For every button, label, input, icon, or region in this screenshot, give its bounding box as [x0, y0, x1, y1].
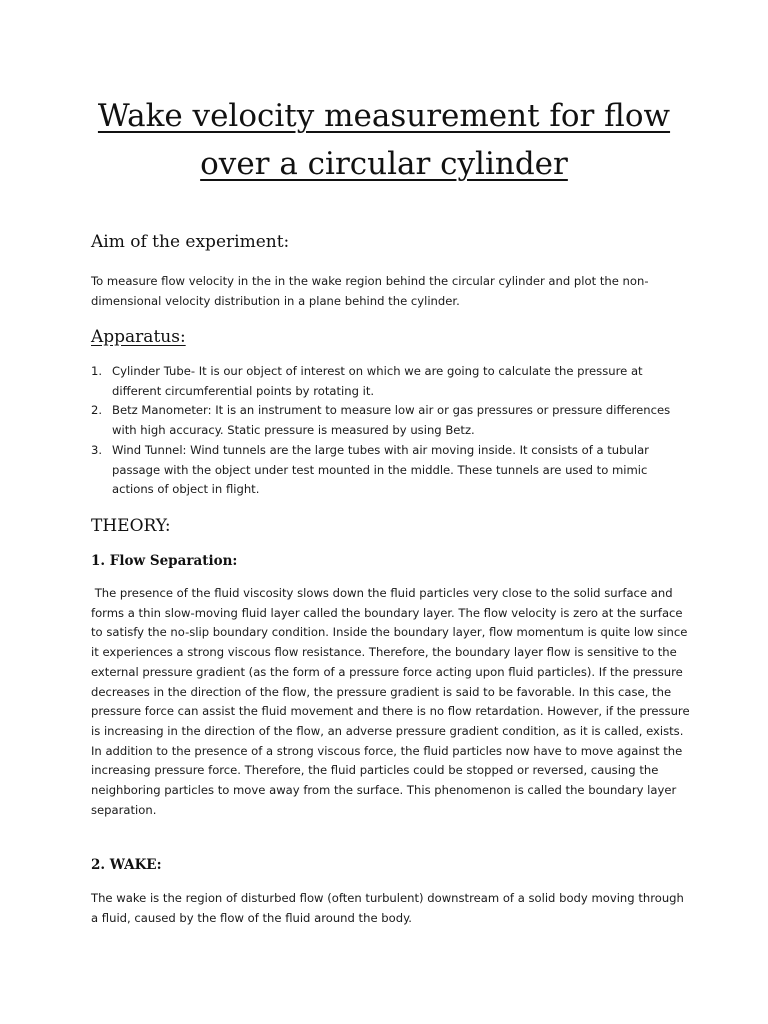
aim-paragraph: To measure flow velocity in the in the wake region behind the circular cylinder and plot the non-dimensional velocity distribution in a plane behind the cylinder.	[91, 274, 649, 308]
list-item	[91, 362, 691, 401]
list-item-number: 2.	[91, 403, 103, 418]
list-item	[91, 441, 691, 500]
list-item-text: Cylinder Tube- It is our object of interest on which we are going to calculate the pressure at different circumferential points by rotating it.	[112, 364, 643, 398]
flow-separation-heading: 1. Flow Separation:	[91, 553, 238, 569]
document-title-text: Wake velocity measurement for flow over a circular cylinder	[97, 98, 671, 182]
list-item-text: Wind Tunnel: Wind tunnels are the large tubes with air moving inside. It consists of a tubular passage with the object under test mounted in the middle. These tunnels are used to mimic actions of object in flight.	[112, 442, 649, 497]
theory-heading: THEORY:	[91, 516, 171, 536]
wake-paragraph: The wake is the region of disturbed flow (often turbulent) downstream of a solid body moving through a fluid, caused by the flow of the fluid around the body.	[91, 891, 684, 925]
aim-heading-text: Aim of the experiment:	[91, 232, 290, 252]
flow-separation-paragraph: The presence of the fluid viscosity slows down the fluid particles very close to the solid surface and forms a thin slow-moving fluid layer called the boundary layer. The flow velocity is zero at the surface to satisfy the no-slip boundary condition. Inside the boundary layer, flow momentum is quite low since it experiences a strong viscous flow resistance. Therefore, the boundary layer flow is sensitive to the external pressure gradient (as the form of a pressure force acting upon fluid particles). If the pressure decreases in the direction of the flow, the pressure gradient is said to be favorable. In this case, the pressure force can assist the fluid movement and there is no flow retardation. However, if the pressure is increasing in the direction of the flow, an adverse pressure gradient condition, as it is called, exists. In addition to the presence of a strong viscous force, the fluid particles now have to move against the increasing pressure force. Therefore, the fluid particles could be stopped or reversed, causing the neighboring particles to move away from the surface. This phenomenon is called the boundary layer separation.	[91, 586, 694, 817]
document-title	[60, 92, 708, 188]
list-item-number: 3.	[91, 442, 103, 457]
wake-heading: 2. WAKE:	[91, 857, 162, 873]
list-item-text: Betz Manometer: It is an instrument to measure low air or gas pressures or pressure differences with high accuracy. Static pressure is measured by using Betz.	[112, 403, 671, 438]
apparatus-list	[91, 362, 691, 500]
list-item-number: 1.	[91, 364, 103, 378]
aim-heading	[91, 232, 289, 252]
apparatus-heading-text: Apparatus:	[91, 327, 186, 347]
list-item	[91, 401, 691, 440]
apparatus-heading	[91, 327, 186, 347]
